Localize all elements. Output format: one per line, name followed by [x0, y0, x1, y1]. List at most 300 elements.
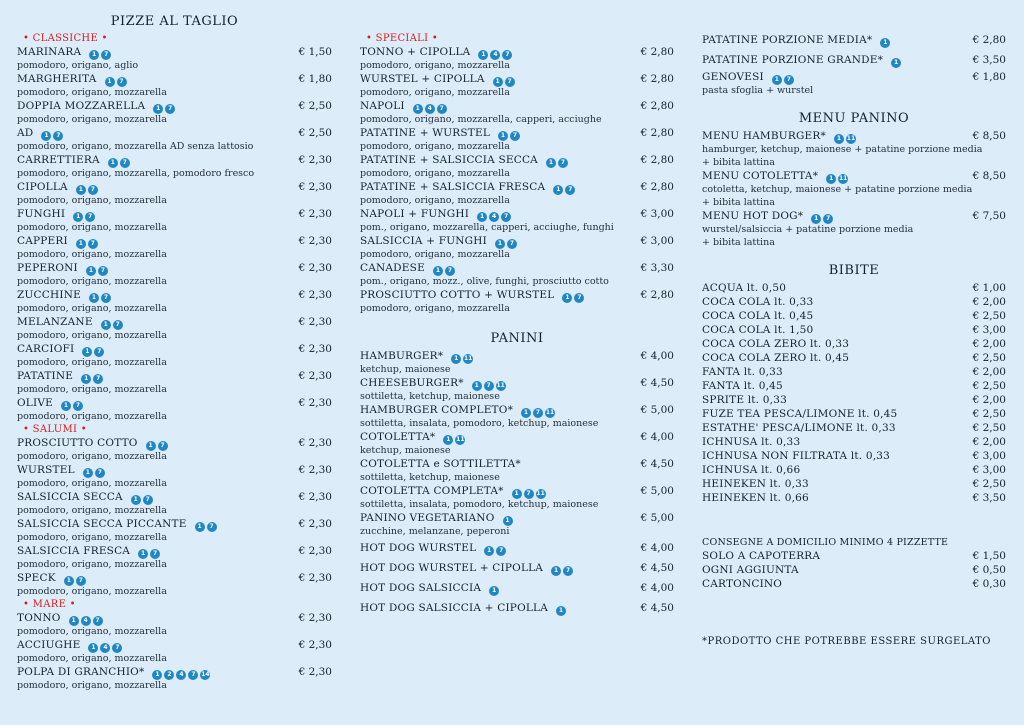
item-description: pomodoro, origano, mozzarella [360, 303, 510, 314]
menu-item [17, 126, 332, 140]
item-price: € 0,50 [972, 564, 1006, 576]
menu-item [360, 558, 674, 578]
item-name: SOLO A CAPOTERRA [702, 550, 821, 562]
item-price: € 5,00 [640, 485, 674, 497]
allergen-badges [433, 262, 457, 276]
item-name: AD [17, 127, 34, 139]
allergen-badge-icon: 2 [164, 670, 174, 680]
item-name: MENU HAMBURGER* [702, 130, 826, 142]
allergen-badges [86, 262, 110, 276]
item-price: € 4,50 [640, 562, 674, 574]
item-name: NAPOLI [360, 100, 405, 112]
item-name: CARCIOFI [17, 343, 75, 355]
menu-item [702, 129, 1006, 143]
allergen-badge-icon: 1 [546, 158, 556, 168]
menu-item [17, 180, 332, 194]
category-label: • CLASSICHE • [23, 33, 108, 44]
item-price: € 2,00 [972, 366, 1006, 378]
item-price: € 2,30 [298, 464, 332, 476]
allergen-badge-icon: 7 [165, 104, 175, 114]
item-description: pomodoro, origano, mozzarella [17, 626, 167, 637]
allergen-badge-icon: 7 [533, 408, 543, 418]
item-name: TONNO + CIPOLLA [360, 46, 471, 58]
item-description: sottiletta, insalata, pomodoro, ketchup, maionese [360, 499, 599, 510]
menu-item [17, 544, 332, 558]
allergen-badges [69, 612, 105, 626]
item-name: CARTONCINO [702, 578, 783, 590]
allergen-badge-icon: 7 [93, 616, 103, 626]
item-price: € 2,30 [298, 518, 332, 530]
allergen-badge-icon: 7 [117, 77, 127, 87]
allergen-badge-icon: 7 [101, 293, 111, 303]
item-description: pomodoro, origano, mozzarella [17, 505, 167, 516]
allergen-badge-icon: 7 [101, 50, 111, 60]
item-name: COCA COLA lt. 1,50 [702, 324, 814, 336]
item-description: pomodoro, origano, mozzarella [17, 384, 167, 395]
item-price: € 3,50 [972, 492, 1006, 504]
item-description: pomodoro, origano, mozzarella [360, 60, 510, 71]
item-name: COCA COLA ZERO lt. 0,45 [702, 352, 850, 364]
allergen-badge-icon: 4 [489, 212, 499, 222]
menu-item [17, 72, 332, 86]
item-price: € 2,30 [298, 316, 332, 328]
item-name: COTOLETTA e SOTTILETTA* [360, 458, 521, 470]
item-name: WURSTEL [17, 464, 75, 476]
item-description: pomodoro, origano, mozzarella [17, 357, 167, 368]
menu-item [17, 342, 332, 356]
item-name: MENU HOT DOG* [702, 210, 804, 222]
section-title-bibite: BIBITE [828, 263, 880, 278]
allergen-badges [834, 130, 858, 144]
allergen-badge-icon: 1 [195, 522, 205, 532]
allergen-badge-icon: 1 [61, 401, 71, 411]
item-price: € 2,30 [298, 208, 332, 220]
allergen-badge-icon: 1 [493, 77, 503, 87]
item-description: pomodoro, origano, mozzarella AD senza lattosio [17, 141, 254, 152]
item-name: MENU COTOLETTA* [702, 170, 819, 182]
menu-item [17, 207, 332, 221]
item-price: € 2,30 [298, 639, 332, 651]
menu-item [702, 379, 1006, 393]
item-price: € 3,00 [972, 450, 1006, 462]
item-price: € 5,00 [640, 512, 674, 524]
item-price: € 4,00 [640, 431, 674, 443]
item-name: FUZE TEA PESCA/LIMONE lt. 0,45 [702, 408, 898, 420]
item-name: FANTA lt. 0,45 [702, 380, 783, 392]
allergen-badges [131, 491, 155, 505]
menu-item [360, 72, 674, 86]
allergen-badge-icon: 7 [112, 643, 122, 653]
item-description: pomodoro, origano, mozzarella [17, 451, 167, 462]
menu-item [17, 517, 332, 531]
menu-item [17, 234, 332, 248]
menu-item [17, 638, 332, 652]
allergen-badge-icon: 1 [86, 266, 96, 276]
section-title-menu-panino: MENU PANINO [798, 111, 910, 126]
allergen-badges [108, 154, 132, 168]
item-description: pomodoro, origano, mozzarella, pomodoro fresco [17, 168, 255, 179]
item-price: € 8,50 [972, 130, 1006, 142]
item-name: DOPPIA MOZZARELLA [17, 100, 146, 112]
item-description: pomodoro, origano, mozzarella [17, 559, 167, 570]
allergen-badge-icon: 7 [563, 566, 573, 576]
allergen-badge-icon: 4 [100, 643, 110, 653]
menu-item [702, 477, 1006, 491]
menu-item [360, 261, 674, 275]
item-price: € 2,50 [972, 408, 1006, 420]
allergen-badge-icon: 4 [425, 104, 435, 114]
allergen-badge-icon: 11 [463, 355, 473, 362]
menu-item [17, 490, 332, 504]
allergen-badge-icon: 7 [76, 576, 86, 586]
bibite-list [702, 281, 1006, 505]
menu-item [702, 169, 1006, 183]
item-description: pomodoro, origano, mozzarella [17, 586, 167, 597]
extra-list [702, 30, 1006, 97]
menu-item [17, 436, 332, 450]
item-description: zucchine, melanzane, peperoni [360, 526, 510, 537]
item-price: € 2,50 [972, 422, 1006, 434]
item-description: pomodoro, origano, mozzarella [17, 222, 167, 233]
allergen-badges [138, 545, 162, 559]
allergen-badge-icon: 1 [826, 174, 836, 184]
speciali-list [360, 32, 674, 315]
allergen-badges [562, 289, 586, 303]
allergen-badges [503, 512, 515, 526]
allergen-badge-icon: 1 [41, 131, 51, 141]
allergen-badge-icon: 1 [891, 58, 901, 68]
item-description: pomodoro, origano, mozzarella [360, 249, 510, 260]
item-price: € 2,80 [640, 127, 674, 139]
item-price: € 3,50 [972, 54, 1006, 66]
allergen-badges [489, 579, 501, 599]
item-description: pomodoro, origano, mozzarella [17, 114, 167, 125]
item-description: pomodoro, origano, mozzarella [17, 411, 167, 422]
item-name: CARRETTIERA [17, 154, 100, 166]
menu-item [360, 578, 674, 598]
item-name: PEPERONI [17, 262, 78, 274]
item-price: € 2,50 [972, 380, 1006, 392]
menu-item [17, 396, 332, 410]
allergen-badge-icon: 4 [490, 50, 500, 60]
menu-item [702, 365, 1006, 379]
item-name: PANINO VEGETARIANO [360, 512, 495, 524]
item-price: € 1,00 [972, 282, 1006, 294]
menu-item [360, 430, 674, 444]
menu-item [702, 463, 1006, 477]
allergen-badges [76, 181, 100, 195]
item-description: pomodoro, origano, mozzarella [17, 680, 167, 691]
item-name: HOT DOG WURSTEL [360, 542, 477, 554]
allergen-badges [413, 100, 449, 114]
item-description: sottiletta, ketchup, maionese [360, 472, 500, 483]
allergen-badges [64, 572, 88, 586]
item-price: € 3,00 [972, 324, 1006, 336]
item-name: HEINEKEN lt. 0,66 [702, 492, 809, 504]
allergen-badge-icon: 7 [505, 77, 515, 87]
menu-item [360, 349, 674, 363]
allergen-badge-icon: 11 [496, 382, 505, 389]
item-name: CIPOLLA [17, 181, 68, 193]
allergen-badge-icon: 11 [545, 409, 555, 416]
allergen-badge-icon: 1 [451, 354, 461, 364]
allergen-badge-icon: 4 [176, 670, 186, 680]
item-price: € 2,30 [298, 181, 332, 193]
item-price: € 2,00 [972, 394, 1006, 406]
item-name: PATATINE + WURSTEL [360, 127, 491, 139]
allergen-badge-icon: 4 [81, 616, 91, 626]
allergen-badge-icon: 1 [772, 75, 782, 85]
allergen-badge-icon: 1 [76, 185, 86, 195]
allergen-badge-icon: 1 [146, 441, 156, 451]
item-price: € 2,30 [298, 572, 332, 584]
item-name: SPRITE lt. 0,33 [702, 394, 787, 406]
item-price: € 4,50 [640, 377, 674, 389]
allergen-badges [88, 639, 124, 653]
allergen-badge-icon: 1 [556, 606, 566, 616]
allergen-badge-icon: 7 [150, 549, 160, 559]
allergen-badge-icon: 7 [437, 104, 447, 114]
item-name: PROSCIUTTO COTTO + WURSTEL [360, 289, 555, 301]
allergen-badge-icon: 1 [478, 50, 488, 60]
item-price: € 2,00 [972, 338, 1006, 350]
item-name: CHEESEBURGER* [360, 377, 464, 389]
allergen-badges [880, 31, 892, 51]
item-name: HOT DOG SALSICCIA + CIPOLLA [360, 602, 549, 614]
item-name: CANADESE [360, 262, 425, 274]
menu-item [360, 153, 674, 167]
allergen-badge-icon: 11 [846, 135, 856, 142]
item-price: € 4,50 [640, 602, 674, 614]
item-name: MARINARA [17, 46, 82, 58]
item-price: € 2,50 [972, 478, 1006, 490]
allergen-badge-icon: 7 [94, 347, 104, 357]
allergen-badge-icon: 1 [811, 214, 821, 224]
item-description: + bibita lattina [702, 197, 775, 208]
item-description: pomodoro, origano, mozzarella [17, 195, 167, 206]
item-price: € 2,80 [972, 34, 1006, 46]
menu-item [17, 315, 332, 329]
item-name: SALSICCIA FRESCA [17, 545, 131, 557]
allergen-badge-icon: 1 [138, 549, 148, 559]
item-price: € 1,50 [298, 46, 332, 58]
allergen-badges [512, 485, 548, 499]
item-name: HAMBURGER COMPLETO* [360, 404, 514, 416]
item-name: ZUCCHINE [17, 289, 81, 301]
allergen-badge-icon: 1 [880, 38, 890, 48]
category-label: • MARE • [23, 599, 76, 610]
allergen-badges [521, 404, 557, 418]
allergen-badge-icon: 1 [562, 293, 572, 303]
item-description: pomodoro, origano, mozzarella, capperi, acciughe [360, 114, 602, 125]
item-price: € 2,30 [298, 343, 332, 355]
item-name: OGNI AGGIUNTA [702, 564, 799, 576]
allergen-badge-icon: 1 [131, 495, 141, 505]
menu-item [360, 288, 674, 302]
item-name: MELANZANE [17, 316, 93, 328]
item-description: pomodoro, origano, mozzarella [17, 276, 167, 287]
menu-item [702, 549, 1006, 563]
allergen-badge-icon: 1 [153, 104, 163, 114]
allergen-badge-icon: 7 [445, 266, 455, 276]
item-name: HAMBURGER* [360, 350, 444, 362]
menu-item [702, 323, 1006, 337]
menu-panino-list [702, 129, 1006, 249]
item-name: COCA COLA lt. 0,33 [702, 296, 814, 308]
menu-item [702, 449, 1006, 463]
allergen-badges [551, 559, 575, 579]
allergen-badge-icon: 1 [521, 408, 531, 418]
menu-item [702, 281, 1006, 295]
allergen-badges [478, 46, 514, 60]
allergen-badges [484, 539, 508, 559]
menu-item [17, 611, 332, 625]
item-name: MARGHERITA [17, 73, 97, 85]
allergen-badges [41, 127, 65, 141]
item-description: pomodoro, origano, mozzarella [360, 87, 510, 98]
delivery-title: CONSEGNE A DOMICILIO MINIMO 4 PIZZETTE [702, 537, 949, 548]
item-name: ICHNUSA NON FILTRATA lt. 0,33 [702, 450, 891, 462]
section-title-pizze: PIZZE AL TAGLIO [110, 14, 239, 29]
allergen-badge-icon: 7 [501, 212, 511, 222]
menu-item [702, 30, 1006, 50]
menu-item [17, 45, 332, 59]
item-price: € 0,30 [972, 578, 1006, 590]
allergen-badge-icon: 1 [64, 576, 74, 586]
allergen-badge-icon: 1 [69, 616, 79, 626]
menu-item [360, 234, 674, 248]
menu-item [702, 435, 1006, 449]
menu-item [17, 153, 332, 167]
item-name: SALSICCIA SECCA [17, 491, 123, 503]
item-description: pomodoro, origano, mozzarella [17, 249, 167, 260]
item-price: € 2,50 [298, 127, 332, 139]
item-price: € 2,00 [972, 296, 1006, 308]
item-price: € 2,30 [298, 370, 332, 382]
allergen-badges [811, 210, 835, 224]
allergen-badge-icon: 7 [53, 131, 63, 141]
allergen-badge-icon: 1 [551, 566, 561, 576]
allergen-badges [451, 350, 475, 364]
allergen-badges [195, 518, 219, 532]
menu-item [360, 403, 674, 417]
item-description: hamburger, ketchup, maionese + patatine porzione media [702, 144, 983, 155]
allergen-badge-icon: 1 [512, 489, 522, 499]
allergen-badge-icon: 1 [495, 239, 505, 249]
item-price: € 3,30 [640, 262, 674, 274]
item-price: € 4,50 [640, 458, 674, 470]
menu-item [360, 376, 674, 390]
allergen-badge-icon: 1 [88, 643, 98, 653]
allergen-badges [556, 599, 568, 619]
item-price: € 2,80 [640, 100, 674, 112]
item-description: pom., origano, mozz., olive, funghi, prosciutto cotto [360, 276, 609, 287]
item-description: pomodoro, origano, mozzarella [360, 141, 510, 152]
allergen-badge-icon: 1 [82, 347, 92, 357]
allergen-badges [152, 666, 212, 680]
allergen-badge-icon: 7 [484, 381, 494, 391]
item-name: ACQUA lt. 0,50 [702, 282, 787, 294]
item-name: COTOLETTA COMPLETA* [360, 485, 504, 497]
allergen-badge-icon: 1 [413, 104, 423, 114]
allergen-badge-icon: 7 [85, 212, 95, 222]
allergen-badges [82, 343, 106, 357]
allergen-badge-icon: 7 [524, 489, 534, 499]
item-price: € 2,30 [298, 397, 332, 409]
item-price: € 3,00 [640, 235, 674, 247]
menu-item [702, 577, 1006, 591]
item-name: PATATINE + SALSICCIA FRESCA [360, 181, 546, 193]
allergen-badges [443, 431, 467, 445]
item-description: + bibita lattina [702, 157, 775, 168]
item-name: ESTATHE' PESCA/LIMONE lt. 0,33 [702, 422, 896, 434]
item-price: € 8,50 [972, 170, 1006, 182]
item-description: pomodoro, origano, mozzarella [360, 168, 510, 179]
allergen-badge-icon: 7 [188, 670, 198, 680]
allergen-badges [76, 235, 100, 249]
item-price: € 1,50 [972, 550, 1006, 562]
allergen-badge-icon: 7 [113, 320, 123, 330]
item-description: pomodoro, origano, mozzarella [360, 195, 510, 206]
item-price: € 7,50 [972, 210, 1006, 222]
item-name: HEINEKEN lt. 0,33 [702, 478, 809, 490]
allergen-badges [493, 73, 517, 87]
item-name: POLPA DI GRANCHIO* [17, 666, 145, 678]
menu-item [360, 457, 674, 471]
allergen-badges [477, 208, 513, 222]
item-name: OLIVE [17, 397, 53, 409]
allergen-badges [772, 71, 796, 85]
item-description: pomodoro, origano, aglio [17, 60, 139, 71]
allergen-badges [83, 464, 107, 478]
menu-item [702, 393, 1006, 407]
allergen-badges [73, 208, 97, 222]
allergen-badge-icon: 7 [93, 374, 103, 384]
item-description: pomodoro, origano, mozzarella [17, 303, 167, 314]
item-price: € 2,30 [298, 262, 332, 274]
allergen-badge-icon: 7 [98, 266, 108, 276]
item-description: cotoletta, ketchup, maionese + patatine porzione media [702, 184, 973, 195]
menu-item [360, 45, 674, 59]
item-name: COCA COLA lt. 0,45 [702, 310, 814, 322]
item-description: pomodoro, origano, mozzarella [17, 330, 167, 341]
allergen-badge-icon: 1 [152, 670, 162, 680]
item-description: pom., origano, mozzarella, capperi, acciughe, funghi [360, 222, 614, 233]
item-name: GENOVESI [702, 71, 764, 83]
item-name: PATATINE [17, 370, 74, 382]
allergen-badges [495, 235, 519, 249]
menu-item [702, 337, 1006, 351]
allergen-badge-icon: 1 [76, 239, 86, 249]
item-name: TONNO [17, 612, 61, 624]
item-price: € 2,30 [298, 154, 332, 166]
column-speciali-panini [360, 32, 674, 618]
item-price: € 1,80 [972, 71, 1006, 83]
item-price: € 2,30 [298, 666, 332, 678]
allergen-badges [498, 127, 522, 141]
menu-item [702, 50, 1006, 70]
item-name: PATATINE PORZIONE MEDIA* [702, 34, 873, 46]
item-price: € 2,30 [298, 235, 332, 247]
allergen-badge-icon: 11 [838, 175, 848, 182]
item-description: wurstel/salsiccia + patatine porzione media [702, 224, 914, 235]
allergen-badge-icon: 1 [105, 77, 115, 87]
allergen-badges [105, 73, 129, 87]
allergen-badge-icon: 1 [503, 516, 513, 526]
menu-item [360, 207, 674, 221]
item-description: ketchup, maionese [360, 364, 451, 375]
menu-item [702, 209, 1006, 223]
